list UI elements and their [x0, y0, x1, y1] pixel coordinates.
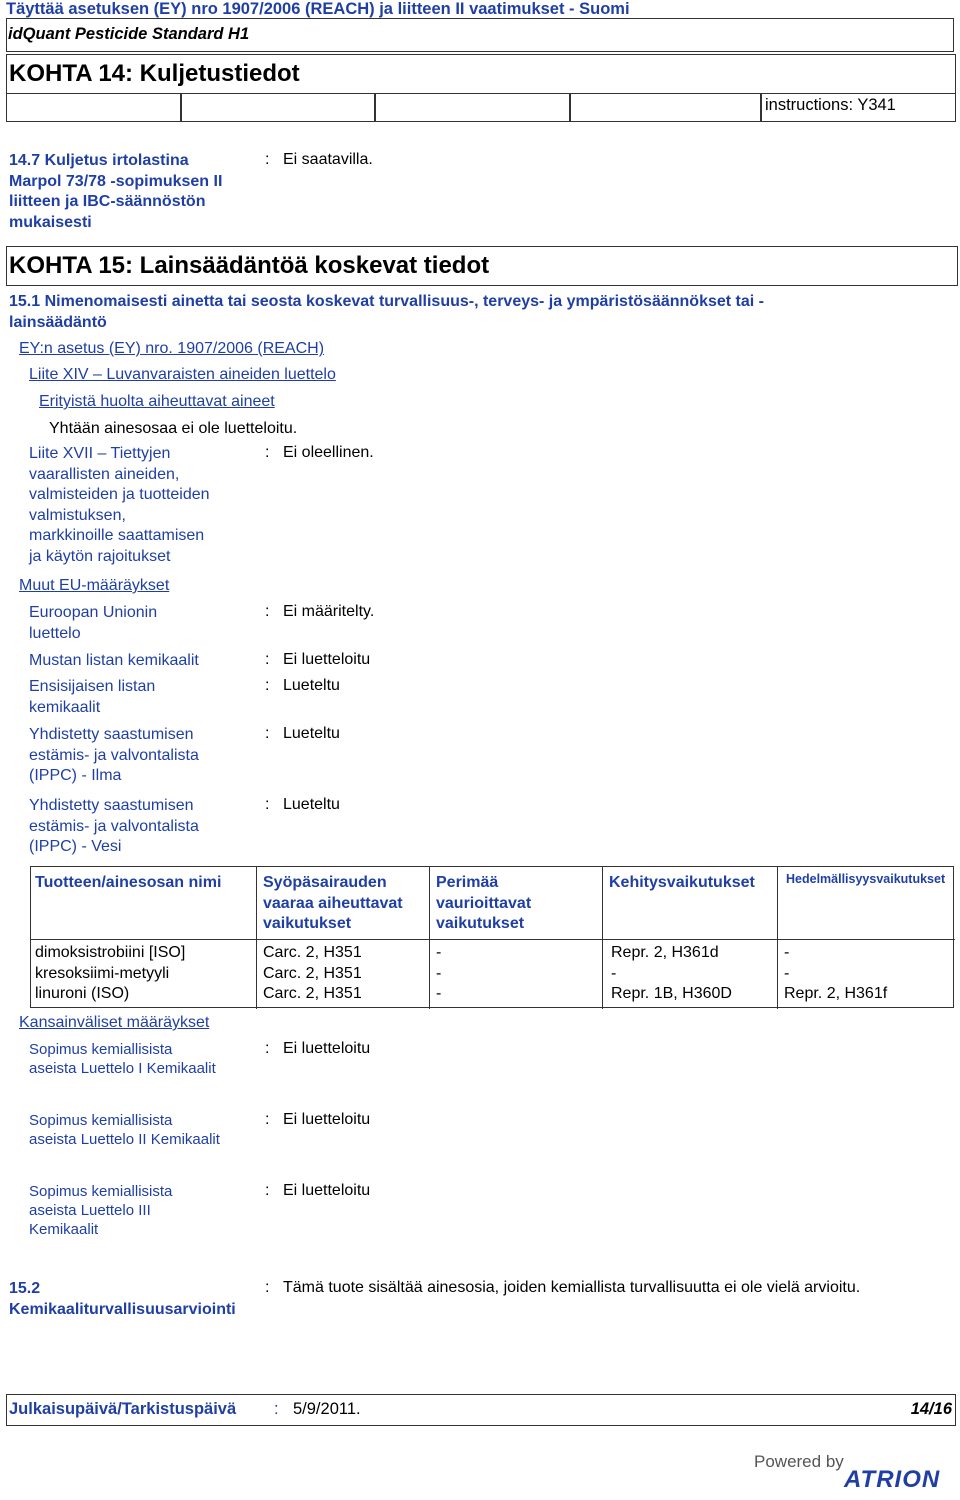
label-line: Yhdistetty saastumisen	[29, 726, 194, 743]
eu-row-value: Ei määritelty.	[283, 603, 375, 620]
international-heading: Kansainväliset määräykset	[19, 1014, 210, 1031]
colon: :	[265, 796, 270, 813]
annex-xiv-heading: Liite XIV – Luvanvaraisten aineiden luettelo	[29, 366, 336, 383]
table-divider	[256, 867, 257, 1009]
s15-1-heading	[9, 292, 764, 333]
header-line: Kehitysvaikutukset	[609, 874, 755, 891]
label-line: kemikaalit	[29, 698, 101, 716]
footer-date: 5/9/2011.	[293, 1400, 361, 1418]
header-line: vaurioittavat	[436, 894, 532, 912]
eu-row-label	[29, 796, 199, 858]
atrion-logo	[752, 1446, 958, 1496]
table-divider	[602, 867, 603, 1009]
label-line: Sopimus kemiallisista	[29, 1183, 173, 1200]
intl-row-label	[29, 1040, 216, 1078]
label-line: estämis- ja valvontalista	[29, 746, 199, 764]
table-col-name	[35, 943, 185, 1005]
svhc-text: Yhtään ainesosaa ei ole luetteloitu.	[49, 420, 298, 437]
table-cell: linuroni (ISO)	[35, 985, 130, 1002]
heading-line: 15.1 Nimenomaisesti ainetta tai seosta koskevat turvallisuus-, terveys- ja ympäristösäännökset tai -	[9, 293, 764, 310]
table-col-developmental	[611, 943, 732, 1005]
table-cell: Carc. 2, H351	[263, 985, 362, 1002]
eu-row-value: Lueteltu	[283, 796, 340, 813]
colon: :	[265, 1040, 270, 1057]
header-line: Hedelmällisyysvaikutukset	[786, 872, 946, 886]
table-cell: dimoksistrobiini [ISO]	[35, 944, 186, 961]
colon: :	[274, 1400, 279, 1418]
header-line: vaaraa aiheuttavat	[263, 894, 403, 912]
colon: :	[265, 725, 270, 742]
logo-brand: ATRION	[844, 1466, 941, 1493]
colon: :	[265, 444, 270, 461]
section-15-title: KOHTA 15: Lainsäädäntöä koskevat tiedot	[9, 252, 490, 279]
page-number: 14/16	[910, 1400, 952, 1418]
colon: :	[265, 151, 270, 168]
table-cell: -	[611, 964, 617, 982]
header-line: vaikutukset	[263, 915, 352, 932]
eu-row-value: Lueteltu	[283, 725, 340, 742]
label-line: 15.2	[9, 1280, 41, 1297]
table-divider	[777, 867, 778, 1009]
label-line: aseista Luettelo II Kemikaalit	[29, 1131, 220, 1148]
eu-row-value: Lueteltu	[283, 677, 340, 694]
table-cell: -	[784, 944, 790, 961]
label-line: Mustan listan kemikaalit	[29, 652, 199, 669]
eu-row-label	[29, 725, 199, 787]
label-line: Yhdistetty saastumisen	[29, 797, 194, 814]
table-divider	[31, 939, 955, 940]
table-divider	[429, 867, 430, 1009]
label-line: aseista Luettelo I Kemikaalit	[29, 1060, 216, 1077]
header-line: Tuotteen/ainesosan nimi	[35, 874, 222, 891]
table-cell: -	[436, 944, 442, 961]
label-line: Ensisijaisen listan	[29, 678, 156, 695]
eu-row-value: Ei luetteloitu	[283, 651, 371, 668]
table-col-carcinogenic	[263, 943, 362, 1005]
header-line: Syöpäsairauden	[263, 874, 387, 891]
label-line: aseista Luettelo III	[29, 1202, 151, 1219]
intl-row-value: Ei luetteloitu	[283, 1040, 371, 1057]
label-line: vaarallisten aineiden,	[29, 465, 180, 483]
table-col-mutagenic	[436, 943, 441, 1005]
product-name: idQuant Pesticide Standard H1	[8, 25, 250, 43]
label-line: Kemikaaliturvallisuusarviointi	[9, 1300, 236, 1318]
annex-xvii-label	[29, 444, 210, 567]
table-cell: Repr. 2, H361f	[784, 985, 888, 1002]
section-14-title: KOHTA 14: Kuljetustiedot	[9, 60, 300, 87]
label-line: Sopimus kemiallisista	[29, 1112, 173, 1129]
colon: :	[265, 677, 270, 694]
table-cell: Carc. 2, H351	[263, 964, 362, 982]
instructions-cell	[6, 94, 181, 122]
table-header-developmental	[609, 873, 755, 894]
label-line: markkinoille saattamisen	[29, 527, 205, 544]
label-line: (IPPC) - Ilma	[29, 767, 122, 784]
table-header-carcinogenic	[263, 873, 403, 935]
header-line: Perimää	[436, 874, 499, 891]
table-cell: -	[436, 985, 442, 1002]
s15-2-label	[9, 1279, 236, 1320]
label-line: (IPPC) - Vesi	[29, 838, 122, 855]
table-cell: -	[784, 964, 790, 982]
instructions-cell	[570, 94, 761, 122]
label-line: Kemikaalit	[29, 1221, 99, 1238]
label-line: Sopimus kemiallisista	[29, 1041, 173, 1058]
table-header-fertility	[786, 872, 945, 886]
label-line: Liite XVII – Tiettyjen	[29, 445, 171, 462]
s14-7-label	[9, 151, 222, 233]
label-line: Euroopan Unionin	[29, 604, 158, 621]
colon: :	[265, 1111, 270, 1128]
label-line: mukaisesti	[9, 213, 92, 231]
logo-powered-by: Powered by	[754, 1452, 844, 1471]
intl-row-value: Ei luetteloitu	[283, 1111, 371, 1128]
colon: :	[265, 1182, 270, 1199]
colon: :	[265, 603, 270, 620]
label-line: liitteen ja IBC-säännöstön	[9, 193, 206, 210]
intl-row-value: Ei luetteloitu	[283, 1182, 371, 1199]
table-cell: Carc. 2, H351	[263, 944, 362, 961]
instructions-cell	[181, 94, 375, 122]
label-line: luettelo	[29, 624, 81, 642]
table-header-name	[35, 873, 221, 894]
table-cell: Repr. 1B, H360D	[611, 985, 732, 1002]
instructions-code: instructions: Y341	[765, 96, 896, 114]
label-line: valmistuksen,	[29, 506, 126, 524]
header-line: vaikutukset	[436, 915, 525, 932]
footer-date-label: Julkaisupäivä/Tarkistuspäivä	[9, 1400, 237, 1418]
svhc-heading: Erityistä huolta aiheuttavat aineet	[39, 393, 275, 410]
label-line: valmisteiden ja tuotteiden	[29, 486, 210, 503]
eu-reach-heading: EY:n asetus (EY) nro. 1907/2006 (REACH)	[19, 340, 325, 357]
heading-line: lainsäädäntö	[9, 313, 107, 331]
table-header-mutagenic	[436, 873, 531, 935]
s14-7-value: Ei saatavilla.	[283, 151, 373, 168]
label-line: Marpol 73/78 -sopimuksen II	[9, 172, 223, 190]
document-header-title: Täyttää asetuksen (EY) nro 1907/2006 (REACH) ja liitteen II vaatimukset - Suomi	[6, 0, 630, 18]
label-line: estämis- ja valvontalista	[29, 817, 199, 835]
eu-row-label	[29, 677, 155, 718]
instructions-cell	[375, 94, 570, 122]
intl-row-label	[29, 1182, 172, 1239]
table-cell: -	[436, 964, 442, 982]
label-line: ja käytön rajoitukset	[29, 547, 171, 565]
s15-2-value: Tämä tuote sisältää ainesosia, joiden kemiallista turvallisuutta ei ole vielä arvioitu.	[283, 1279, 861, 1296]
eu-row-label	[29, 651, 199, 672]
cmr-table	[30, 866, 954, 1008]
table-cell: kresoksiimi-metyyli	[35, 964, 170, 982]
other-eu-heading: Muut EU-määräykset	[19, 577, 170, 594]
colon: :	[265, 651, 270, 668]
colon: :	[265, 1279, 270, 1296]
table-col-fertility	[784, 943, 887, 1005]
annex-xvii-value: Ei oleellinen.	[283, 444, 374, 461]
table-cell: Repr. 2, H361d	[611, 944, 719, 961]
eu-row-label	[29, 603, 157, 644]
intl-row-label	[29, 1111, 220, 1149]
label-line: 14.7 Kuljetus irtolastina	[9, 152, 189, 169]
